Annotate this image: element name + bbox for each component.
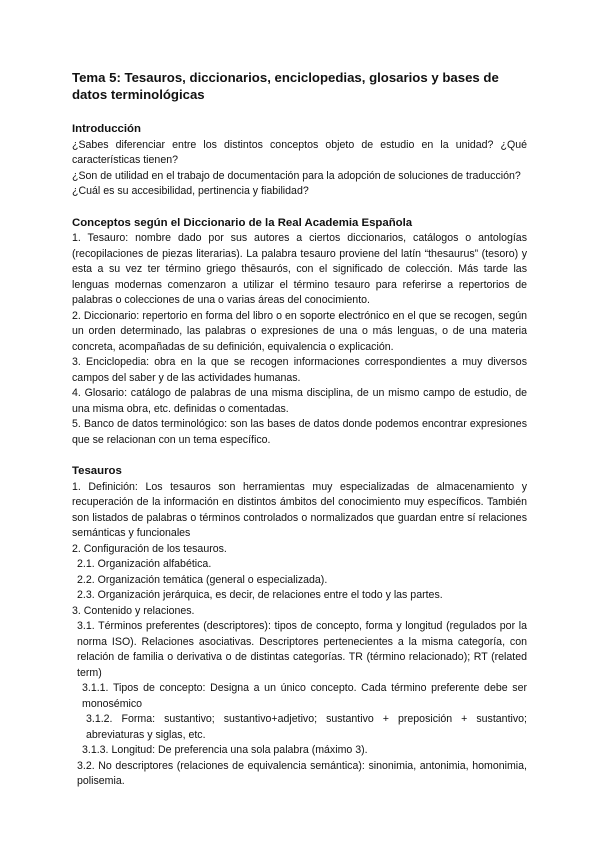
tesauros-contenido: 3. Contenido y relaciones. — [72, 604, 195, 617]
tesauros-configuracion: 2. Configuración de los tesauros. — [72, 542, 227, 555]
concept-item: 5. Banco de datos terminológico: son las bases de datos donde podemos encontrar expresiones que se relacionan con un tema específico. — [72, 418, 527, 446]
concept-item: 1. Tesauro: nombre dado por sus autores a ciertos diccionarios, catálogos o antologías (recopilaciones de piezas literarias). La palabra tesauro proviene del latín “thesaurus” (tesoro) y esta a su vez ter término griego thēsaurós, con el significado de colección. Más tarde las lenguas modernas comenzaron a utilizar el término tesauro para referirse a repertorios de palabras o colecciones de una o varias áreas del conocimiento. — [72, 232, 527, 306]
intro-question: ¿Sabes diferenciar entre los distintos conceptos objeto de estudio en la unidad? ¿Qué características tienen? — [72, 138, 527, 166]
config-item: 2.1. Organización alfabética. — [77, 558, 212, 570]
intro-heading: Introducción — [72, 123, 141, 135]
no-descriptores: 3.2. No descriptores (relaciones de equivalencia semántica): sinonimia, antonimia, homonimia, polisemia. — [77, 759, 527, 787]
tesauros-heading: Tesauros — [72, 465, 122, 477]
document-title: Tema 5: Tesauros, diccionarios, enciclopedias, glosarios y bases de datos terminológicas — [72, 70, 499, 102]
intro-question: ¿Son de utilidad en el trabajo de documentación para la adopción de soluciones de traducción? — [72, 169, 521, 182]
intro-question: ¿Cuál es su accesibilidad, pertinencia y fiabilidad? — [72, 185, 309, 197]
longitud-item: 3.1.3. Longitud: De preferencia una sola palabra (máximo 3). — [82, 744, 368, 756]
config-item: 2.3. Organización jerárquica, es decir, de relaciones entre el todo y las partes. — [77, 589, 443, 601]
concept-item: 2. Diccionario: repertorio en forma del libro o en soporte electrónico en el que se recogen, según un orden determinado, las palabras o expresiones de una o más lenguas, o de una materia concreta, acompañadas de su definición, equivalencia o explicación. — [72, 309, 527, 353]
tipos-concepto: 3.1.1. Tipos de concepto: Designa a un único concepto. Cada término preferente debe ser monosémico — [82, 682, 527, 710]
forma-item: 3.1.2. Forma: sustantivo; sustantivo+adjetivo; sustantivo + preposición + sustantivo; abreviaturas y siglas, etc. — [86, 713, 527, 741]
tesauros-definicion: 1. Definición: Los tesauros son herramientas muy especializadas de almacenamiento y recuperación de la información en distintos ámbitos del conocimiento muy específicos. También son listados de palabras o términos controlados o normalizados que guardan entre sí relaciones semánticas y funcionales — [72, 480, 527, 539]
intro-section — [72, 122, 527, 200]
tesauros-section — [72, 464, 527, 790]
terminos-preferentes: 3.1. Términos preferentes (descriptores): tipos de concepto, forma y longitud (regulados por la norma ISO). Relaciones asociativas. Descriptores pertenecientes a la misma categoría, con relación de familia o derivativa o de distintas categorías. TR (término relacionado); RT (related term) — [77, 620, 527, 679]
concept-item: 3. Enciclopedia: obra en la que se recogen informaciones correspondientes a muy diversos campos del saber y de las actividades humanas. — [72, 356, 527, 384]
config-item: 2.2. Organización temática (general o especializada). — [77, 573, 328, 586]
conceptos-heading: Conceptos según el Diccionario de la Real Academia Española — [72, 216, 413, 229]
document-page — [72, 70, 527, 790]
conceptos-section — [72, 216, 527, 449]
concept-item: 4. Glosario: catálogo de palabras de una misma disciplina, de un mismo campo de estudio, de una misma obra, etc. definidas o comentadas. — [72, 387, 527, 415]
